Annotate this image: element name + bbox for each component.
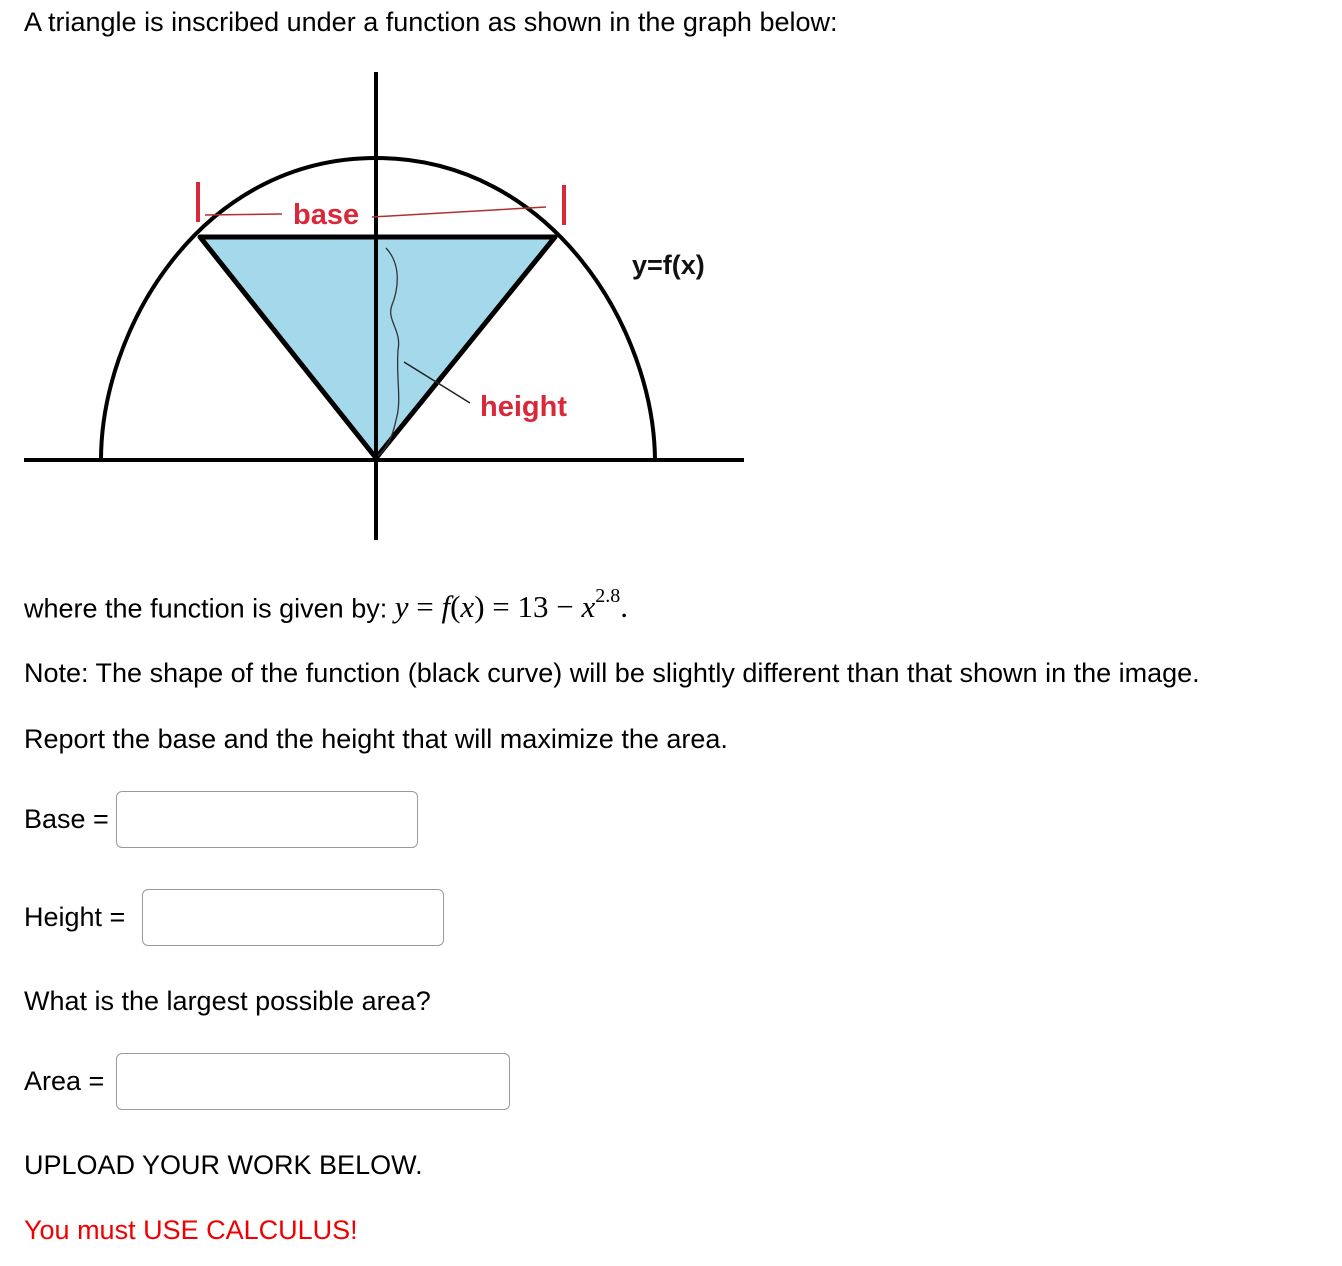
math-exponent: 2.8 bbox=[595, 585, 621, 607]
height-input[interactable] bbox=[142, 889, 444, 946]
function-label: y=f(x) bbox=[632, 250, 705, 280]
intro-text: A triangle is inscribed under a function as shown in the graph below: bbox=[24, 7, 838, 37]
base-input[interactable] bbox=[116, 791, 418, 848]
function-formula: $y = f(x) = 13 - x^{2.8}$. bbox=[394, 585, 628, 625]
math-y: y bbox=[394, 589, 409, 625]
upload-instruction: UPLOAD YOUR WORK BELOW. bbox=[24, 1150, 423, 1180]
base-label-text: Base = bbox=[24, 804, 109, 834]
math-end: . bbox=[620, 589, 628, 625]
base-label: base bbox=[293, 199, 360, 231]
math-x: x bbox=[460, 589, 475, 625]
math-eq2: = bbox=[484, 589, 518, 625]
function-statement bbox=[24, 584, 628, 624]
math-var: x bbox=[581, 589, 596, 625]
calculus-warning: You must USE CALCULUS! bbox=[24, 1215, 358, 1245]
triangle-graph bbox=[0, 0, 760, 550]
note-text: Note: The shape of the function (black curve) will be slightly different than that shown in the image. bbox=[24, 658, 1200, 688]
area-label-text: Area = bbox=[24, 1066, 105, 1096]
instruction-text: Report the base and the height that will maximize the area. bbox=[24, 724, 728, 754]
height-label-text: Height = bbox=[24, 902, 126, 932]
base-line-right bbox=[372, 207, 546, 217]
area-input[interactable] bbox=[116, 1053, 510, 1110]
function-prefix: where the function is given by: bbox=[24, 593, 395, 624]
math-eq: = bbox=[408, 589, 442, 625]
height-label: height bbox=[480, 391, 567, 423]
base-line-left bbox=[205, 214, 282, 215]
math-f: f bbox=[441, 589, 451, 625]
area-question: What is the largest possible area? bbox=[24, 986, 431, 1016]
math-rest: 13 − bbox=[517, 589, 582, 625]
